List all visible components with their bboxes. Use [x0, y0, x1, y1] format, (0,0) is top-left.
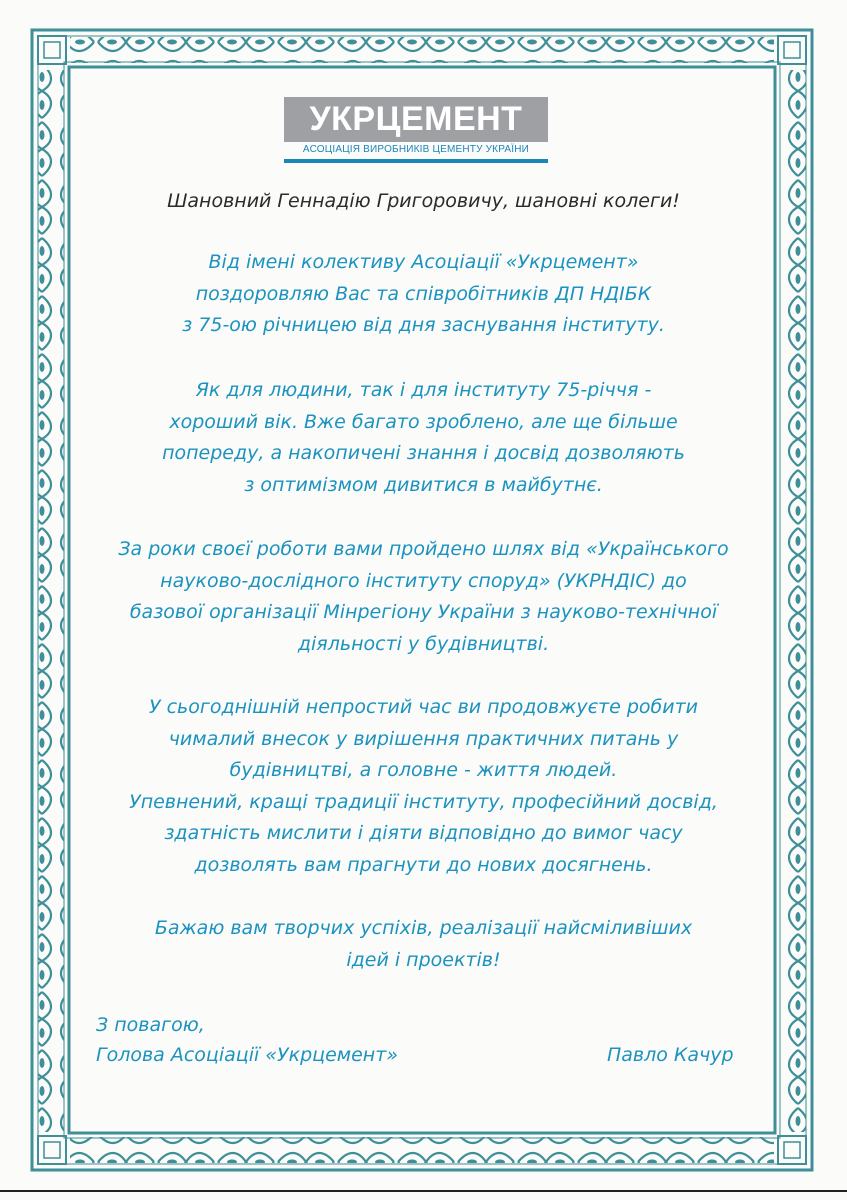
greeting-heading: Шановний Геннадію Григоровичу, шановні колеги! [167, 190, 680, 212]
paragraph-line: хороший вік. Вже багато зроблено, але ще більше [169, 410, 678, 433]
signature-position: Голова Асоціації «Укрцемент» [96, 1044, 399, 1066]
paragraph-line: науково-дослідного інституту споруд» (УКРНДІС) до [160, 569, 687, 592]
logo-box [284, 97, 548, 142]
paragraph-line: базової організації Мінрегіону України з науково-технічної [129, 601, 718, 623]
paragraph-line: з 75-ою річницею від дня заснування інституту. [182, 314, 665, 336]
paragraph-3 [60, 534, 787, 660]
logo-underline [284, 159, 548, 163]
paragraph-line: поздоровляю Вас та співробітників ДП НДІБК [195, 282, 652, 305]
paragraph-line: Від імені колективу Асоціації «Укрцемент» [208, 251, 639, 273]
paragraph-4 [60, 692, 787, 881]
signature-closing: З повагою, [96, 1014, 205, 1036]
paragraph-5 [60, 913, 787, 976]
scan-edge-line [0, 1190, 847, 1192]
paragraph-line: дозволять вам прагнути до нових досягнень. [194, 853, 653, 876]
paragraph-line: За роки своєї роботи вами пройдено шлях від «Українського [118, 538, 729, 560]
logo-name: УКРЦЕМЕНТ [309, 100, 523, 138]
paragraph-line: попереду, а накопичені знання і досвід дозволяють [162, 442, 685, 464]
paragraph-line: з оптимізмом дивитися в майбутнє. [244, 473, 603, 496]
paragraph-line: Бажаю вам творчих успіхів, реалізації найсміливіших [154, 917, 693, 939]
paragraph-line: здатність мислити і діяти відповідно до вимог часу [164, 822, 683, 844]
paragraph-line: Як для людини, так і для інституту 75-річчя - [195, 379, 652, 401]
paragraph-line: У сьогоднішній непростий час ви продовжуєте робити [148, 696, 699, 718]
logo-subtitle: АСОЦІАЦІЯ ВИРОБНИКІВ ЦЕМЕНТУ УКРАЇНИ [302, 144, 530, 155]
paragraph-line: чималий внесок у вирішення практичних питань у [168, 727, 679, 750]
paragraph-line: ідей і проектів! [346, 948, 501, 971]
ukrcement-logo [284, 97, 548, 167]
paragraph-1 [60, 247, 787, 342]
paragraph-line: будівництві, а головне - життя людей. [229, 759, 618, 781]
paragraph-line: діяльності у будівництві. [297, 632, 550, 655]
paragraph-2 [60, 375, 787, 501]
signature-name: Павло Качур [607, 1044, 734, 1066]
paragraph-line: Упевнений, кращі традиції інституту, професійний досвід, [129, 790, 718, 813]
